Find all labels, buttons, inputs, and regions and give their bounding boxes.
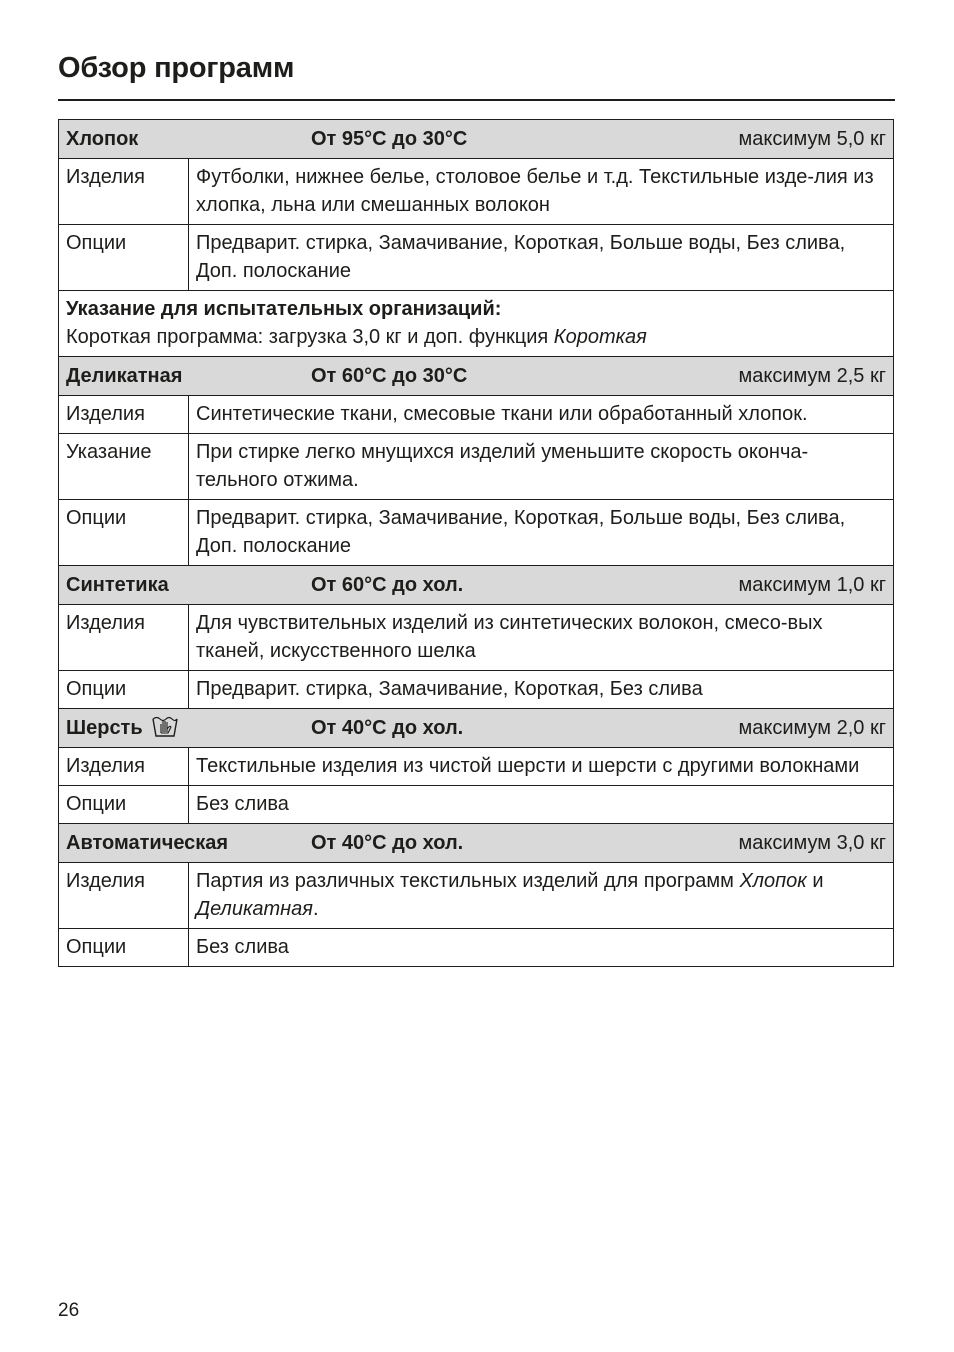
row-text: Без слива: [189, 929, 894, 967]
table-row: [59, 225, 894, 291]
row-label: Опции: [59, 225, 189, 291]
table-row: [59, 500, 894, 566]
title-divider: [58, 99, 895, 101]
row-text: Текстильные изделия из чистой шерсти и шерсти с другими волокнами: [189, 748, 894, 786]
program-name: Синтетика: [66, 574, 169, 596]
program-max-load: максимум 1,0 кг: [738, 574, 886, 596]
program-max-load: максимум 5,0 кг: [738, 128, 886, 150]
program-name: Деликатная: [66, 365, 183, 387]
program-name-wrap: [66, 714, 180, 742]
row-label: Изделия: [59, 396, 189, 434]
table-row: [59, 863, 894, 929]
row-label: Опции: [59, 671, 189, 709]
program-temperature: От 40°C до хол.: [311, 717, 464, 739]
row-label: Указание: [59, 434, 189, 500]
table-row: [59, 605, 894, 671]
row-text: Футболки, нижнее белье, столовое белье и т.д. Текстильные изде-лия из хлопка, льна или смешанных волокон: [189, 159, 894, 225]
row-label: Изделия: [59, 159, 189, 225]
program-temperature: От 60°C до хол.: [311, 574, 464, 596]
row-text: Предварит. стирка, Замачивание, Короткая, Больше воды, Без слива, Доп. полоскание: [189, 225, 894, 291]
row-label: Изделия: [59, 605, 189, 671]
row-text: Без слива: [189, 786, 894, 824]
table-row: [59, 748, 894, 786]
page-title: Обзор программ: [58, 52, 295, 84]
program-temperature: От 95°C до 30°C: [311, 128, 468, 150]
program-header-automatic: [59, 824, 894, 863]
program-header-synthetics: [59, 566, 894, 605]
program-name: Шерсть: [66, 717, 143, 739]
test-note-row: [59, 291, 894, 357]
row-text: Для чувствительных изделий из синтетических волокон, смесо-вых тканей, искусственного шелка: [189, 605, 894, 671]
hand-wash-icon: [150, 715, 180, 737]
program-max-load: максимум 2,5 кг: [738, 365, 886, 387]
row-text: Предварит. стирка, Замачивание, Короткая, Без слива: [189, 671, 894, 709]
row-text: При стирке легко мнущихся изделий уменьшите скорость оконча-тельного отжима.: [189, 434, 894, 500]
row-text: Предварит. стирка, Замачивание, Короткая, Больше воды, Без слива, Доп. полоскание: [189, 500, 894, 566]
table-row: [59, 929, 894, 967]
program-header-cotton: [59, 120, 894, 159]
note-italic: Короткая: [553, 326, 647, 348]
program-max-load: максимум 3,0 кг: [738, 832, 886, 854]
row-label: Опции: [59, 786, 189, 824]
table-row: [59, 159, 894, 225]
program-temperature: От 60°C до 30°C: [311, 365, 468, 387]
program-max-load: максимум 2,0 кг: [738, 717, 886, 739]
table-row: [59, 434, 894, 500]
row-text: Партия из различных текстильных изделий для программ Хлопок и Деликатная.: [189, 863, 894, 929]
row-label: Изделия: [59, 863, 189, 929]
row-text: Синтетические ткани, смесовые ткани или обработанный хлопок.: [189, 396, 894, 434]
program-header-delicate: [59, 357, 894, 396]
row-label: Изделия: [59, 748, 189, 786]
table-row: [59, 671, 894, 709]
table-row: [59, 396, 894, 434]
program-name: Автоматическая: [66, 832, 229, 854]
row-label: Опции: [59, 500, 189, 566]
program-header-wool: [59, 709, 894, 748]
note-title: Указание для испытательных организаций:: [66, 298, 502, 320]
row-label: Опции: [59, 929, 189, 967]
programs-table: [58, 119, 894, 967]
page-number: 26: [58, 1300, 80, 1321]
program-name: Хлопок: [66, 128, 139, 150]
program-temperature: От 40°C до хол.: [311, 832, 464, 854]
note-text: Короткая программа: загрузка 3,0 кг и доп. функция Короткая: [66, 326, 647, 348]
table-row: [59, 786, 894, 824]
